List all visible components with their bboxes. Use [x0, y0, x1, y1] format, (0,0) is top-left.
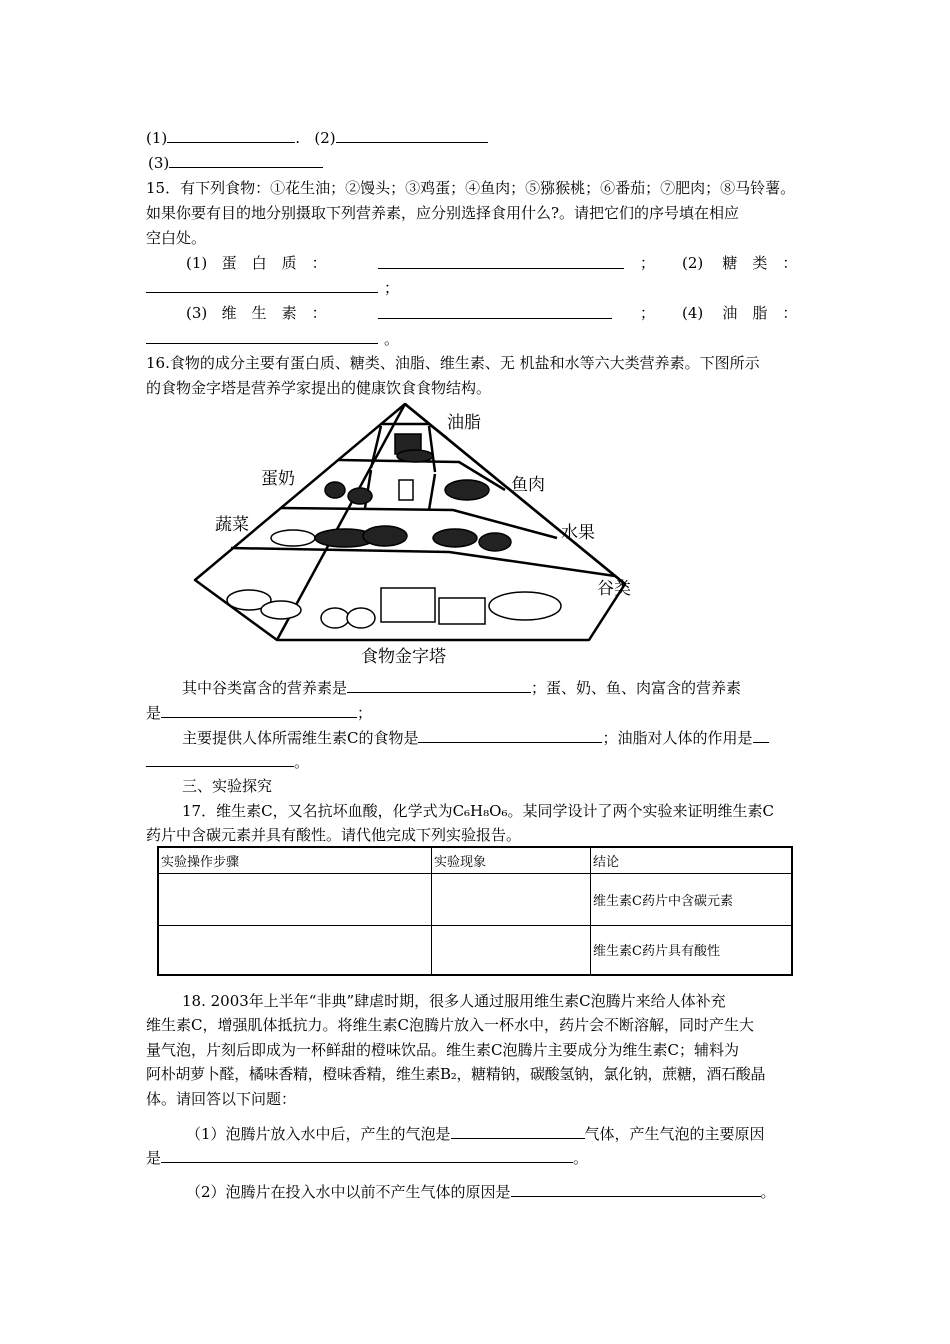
food-pyramid-figure [185, 398, 631, 668]
q18-no-gas-reason-blank[interactable] [511, 1182, 761, 1197]
q15-stem-3: 空白处。 [146, 229, 207, 247]
q18-stem-4: 阿朴胡萝卜醛，橘味香精，橙味香精，维生素B₂，糖精钠，碳酸氢钠，氯化钠，蔗糖，酒石酸晶 [146, 1065, 766, 1083]
q15-vitamin-label: 维 生 素 ： [221, 304, 327, 322]
pyramid-label-fish-meat: 鱼肉 [511, 475, 545, 495]
q14-answer2-blank[interactable] [336, 128, 488, 143]
phenomenon-cell[interactable] [432, 873, 591, 925]
q15-fat-label: 油 脂 ： [722, 304, 798, 322]
q17-stem-2: 药片中含碳元素并具有酸性。请代他完成下列实验报告。 [146, 826, 522, 844]
table-row [158, 873, 792, 925]
q15-item2-label: (2) 糖 类 ： [682, 254, 798, 272]
q16-protein-blank[interactable] [161, 703, 357, 718]
q17-stem-1: 17．维生素C，又名抗坏血酸，化学式为C₆H₈O₆。某同学设计了两个实验来证明维生素C [182, 802, 774, 820]
q18-stem-2: 维生素C，增强肌体抵抗力。将维生素C泡腾片放入一杯水中，药片会不断溶解，同时产生大 [146, 1016, 754, 1034]
q16-stem-1: 16.食物的成分主要有蛋白质、糖类、油脂、维生素、无 机盐和水等六大类营养素。下图所示 [146, 354, 760, 372]
q15-item4-label: (4) 油 脂 ： [682, 304, 798, 322]
q14-answer1-blank[interactable] [167, 128, 295, 143]
q14-answer2-label: (2) [314, 129, 336, 147]
pyramid-label-grains: 谷类 [597, 579, 631, 599]
experiment-report-table [157, 846, 793, 976]
q15-item3-label: (3) 维 生 素 ： [186, 304, 327, 322]
q16-grains-blank[interactable] [347, 678, 531, 693]
q16-answer-line4: 。 [146, 752, 309, 771]
q18-stem-3: 量气泡，片刻后即成为一杯鲜甜的橙味饮品。维生素C泡腾片主要成分为维生素C；辅料为 [146, 1041, 739, 1059]
q15-stem-1: 15．有下列食物：①花生油；②馒头；③鸡蛋；④鱼肉；⑤猕猴桃；⑥番茄；⑦肥肉；⑧马铃薯。 [146, 179, 796, 197]
q15-stem-2: 如果你要有目的地分别摄取下列营养素，应分别选择食用什么?。请把它们的序号填在相应 [146, 204, 740, 222]
q18-stem-5: 体。请回答以下问题： [146, 1090, 297, 1108]
q15-sugar-blank[interactable] [146, 278, 378, 293]
q16-stem-2: 的食物金字塔是营养学家提出的健康饮食食物结构。 [146, 379, 492, 397]
q16-answer-line1: 其中谷类富含的营养素是 ；蛋、奶、鱼、肉富含的营养素 [182, 679, 742, 697]
conclusion-cell: 维生素C药片具有酸性 [591, 925, 793, 975]
q15-item1-label: (1) 蛋 白 质 ： [186, 254, 327, 272]
pyramid-label-egg-milk: 蛋奶 [261, 469, 295, 489]
section-3-title: 三、实验探究 [182, 777, 273, 795]
pyramid-label-top: 油脂 [447, 413, 481, 433]
pyramid-label-vegetables: 蔬菜 [215, 515, 249, 535]
q16-answer-line2: 是 ； [146, 704, 373, 722]
q15-fat-blank[interactable] [146, 329, 378, 344]
q14-line1: (1) . (2) [146, 128, 488, 147]
table-header-row [158, 847, 792, 873]
pyramid-caption: 食物金字塔 [361, 647, 446, 667]
col-header-steps: 实验操作步骤 [158, 847, 432, 873]
q16-answer-line3: 主要提供人体所需维生素C的食物是 ；油脂对人体的作用是 [182, 728, 769, 747]
q15-protein-label: 蛋 白 质 ： [221, 254, 327, 272]
q18-question2: （2）泡腾片在投入水中以前不产生气体的原因是 。 [186, 1183, 776, 1201]
q15-sugar-label: 糖 类 ： [722, 254, 798, 272]
q18-gas-blank[interactable] [451, 1124, 585, 1139]
col-header-conclusion: 结论 [591, 847, 793, 873]
q14-answer3-blank[interactable] [169, 153, 323, 168]
q15-protein-blank[interactable] [378, 254, 624, 269]
q18-question1-line1: （1）泡腾片放入水中后，产生的气泡是 气体，产生气泡的主要原因 [186, 1125, 765, 1143]
steps-cell[interactable] [158, 925, 432, 975]
q14-line2 [148, 153, 323, 172]
q18-question1-line2: 是 。 [146, 1149, 589, 1167]
steps-cell[interactable] [158, 873, 432, 925]
q16-fat-role-blank-b[interactable] [146, 752, 294, 767]
pyramid-label-fruit: 水果 [561, 523, 595, 543]
q18-reason-blank[interactable] [161, 1148, 573, 1163]
q14-answer3-label: (3) [148, 154, 170, 172]
phenomenon-cell[interactable] [432, 925, 591, 975]
q16-vitamin-c-food-blank[interactable] [418, 728, 602, 743]
conclusion-cell: 维生素C药片中含碳元素 [591, 873, 793, 925]
q14-answer1-label: (1) [146, 129, 168, 147]
q18-stem-1: 18. 2003年上半年“非典”肆虐时期，很多人通过服用维生素C泡腾片来给人体补充 [182, 992, 726, 1010]
table-row [158, 925, 792, 975]
q16-fat-role-blank-a[interactable] [753, 728, 769, 743]
q15-vitamin-blank[interactable] [378, 304, 612, 319]
col-header-phenomenon: 实验现象 [432, 847, 591, 873]
